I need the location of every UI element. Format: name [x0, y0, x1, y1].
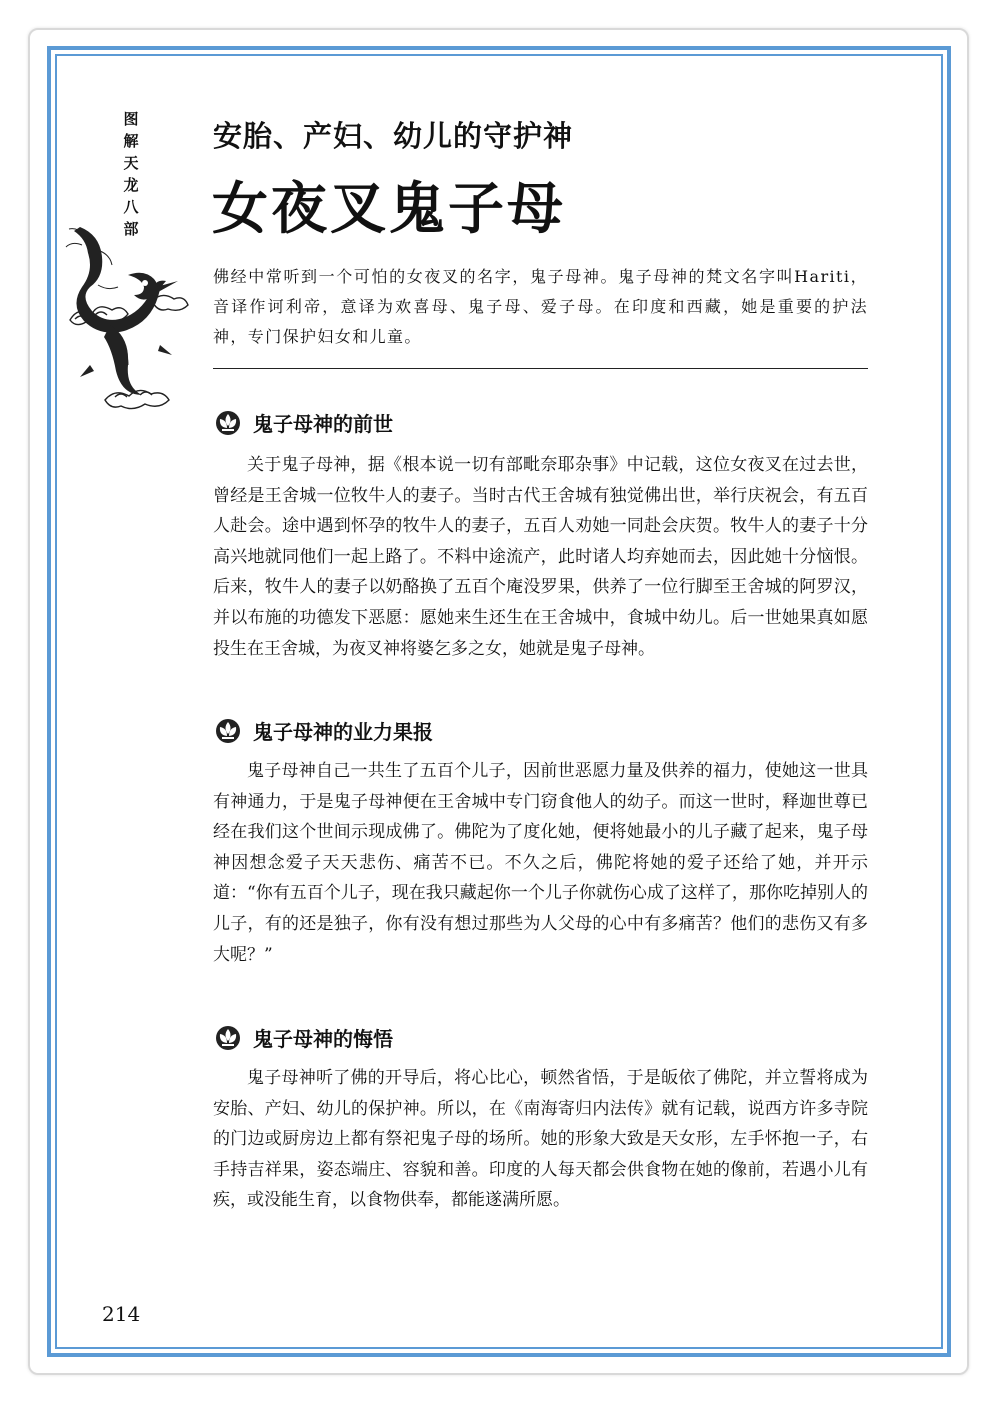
section-heading-text: 鬼子母神的悔悟 — [253, 1027, 393, 1051]
section-heading-text: 鬼子母神的前世 — [253, 412, 393, 436]
lotus-icon — [213, 718, 243, 744]
series-title-char: 八 — [123, 198, 139, 216]
section-heading-text: 鬼子母神的业力果报 — [253, 720, 433, 744]
series-title-char: 龙 — [123, 176, 139, 194]
lotus-icon — [213, 1025, 243, 1051]
page-number: 214 — [102, 1302, 141, 1326]
intro-paragraph: 佛经中常听到一个可怕的女夜叉的名字，鬼子母神。鬼子母神的梵文名字叫Hariti，音译作诃利帝，意译为欢喜母、鬼子母、爱子母。在印度和西藏，她是重要的护法神，专门保护妇女和儿童。 — [213, 267, 868, 346]
series-title-char: 部 — [123, 220, 139, 238]
section-heading — [213, 1023, 393, 1052]
section-body: 鬼子母神自己一共生了五百个儿子，因前世恶愿力量及供养的福力，使她这一世具有神通力，于是鬼子母神便在王舍城中专门窃食他人的幼子。而这一世时，释迦世尊已经在我们这个世间示现成佛了。佛陀为了度化她，便将她最小的儿子藏了起来，鬼子母神因想念爱子天天悲伤、痛苦不已。不久之后，佛陀将她的爱子还给了她，并开示道：“你有五百个儿子，现在我只藏起你一个儿子你就伤心成了这样了，那你吃掉别人的儿子，有的还是独子，你有没有想过那些为人父母的心中有多痛苦？他们的悲伤又有多大呢？” — [213, 761, 868, 965]
page-title: 女夜叉鬼子母 — [212, 176, 566, 242]
section-body: 关于鬼子母神，据《根本说一切有部毗奈耶杂事》中记载，这位女夜叉在过去世，曾经是王舍城一位牧牛人的妻子。当时古代王舍城有独觉佛出世，举行庆祝会，有五百人赴会。途中遇到怀孕的牧牛人的妻子，五百人劝她一同赴会庆贺。牧牛人的妻子十分高兴地就同他们一起上路了。不料中途流产，此时诸人均弃她而去，因此她十分恼恨。后来，牧牛人的妻子以奶酪换了五百个庵没罗果，供养了一位行脚至王舍城的阿罗汉，并以布施的功德发下恶愿：愿她来生还生在王舍城中，食城中幼儿。后一世她果真如愿投生在王舍城，为夜叉神将婆乞多之女，她就是鬼子母神。 — [213, 455, 868, 659]
lotus-icon — [213, 410, 243, 436]
series-title-char: 解 — [123, 132, 139, 150]
divider — [213, 368, 868, 369]
series-title-char: 天 — [123, 154, 139, 172]
section-heading — [213, 716, 433, 745]
series-title-char: 图 — [123, 110, 139, 128]
dragon-illustration — [60, 215, 200, 415]
section-body: 鬼子母神听了佛的开导后，将心比心，顿然省悟，于是皈依了佛陀，并立誓将成为安胎、产妇、幼儿的保护神。所以，在《南海寄归内法传》就有记载，说西方许多寺院的门边或厨房边上都有祭祀鬼子母的场所。她的形象大致是天女形，左手怀抱一子，右手持吉祥果，姿态端庄、容貌和善。印度的人每天都会供食物在她的像前，若遇小儿有疾，或没能生育，以食物供奉，都能遂满所愿。 — [213, 1068, 868, 1211]
page-subtitle: 安胎、产妇、幼儿的守护神 — [213, 119, 574, 153]
section-heading — [213, 408, 393, 437]
